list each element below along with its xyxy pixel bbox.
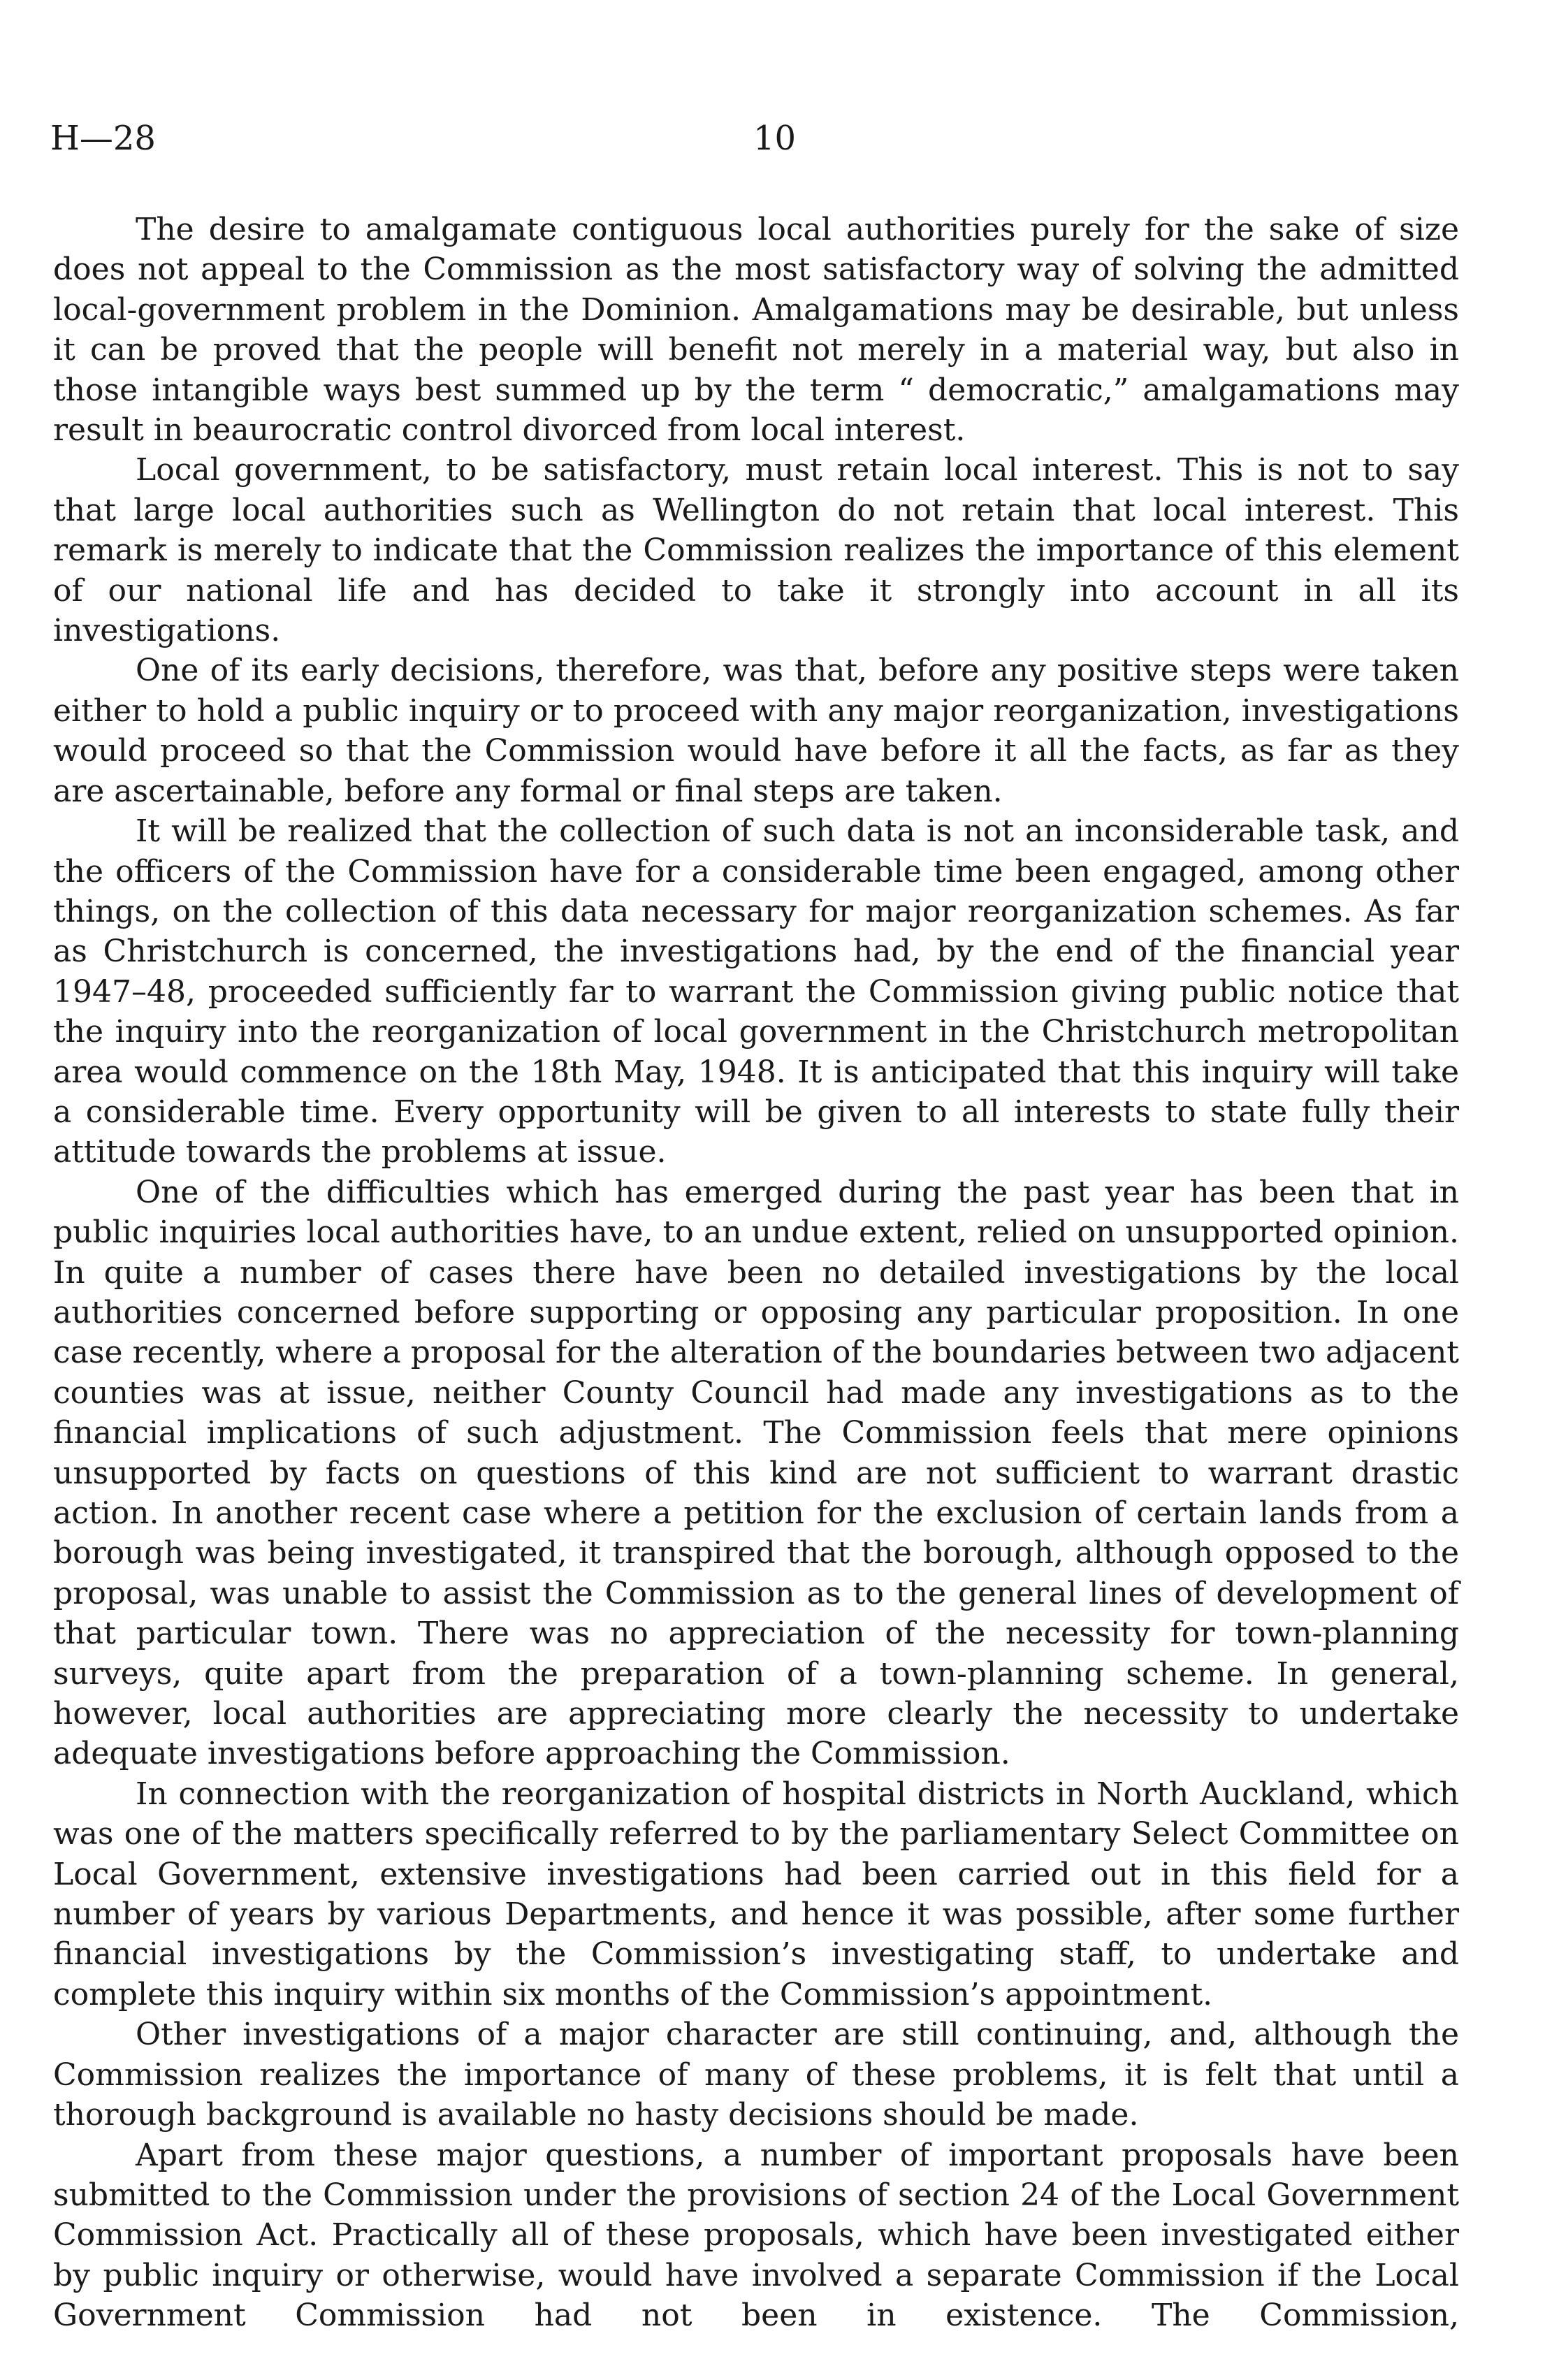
paragraph: Local government, to be satisfactory, must retain local interest. This is not to say that large local authorities such as Wellington do not retain that local interest. This remark is merely to indicate that the Commission realizes the importance of this element of our national life and has decided to take it strongly into account in all its investigations.: [53, 452, 1459, 649]
paragraph: It will be realized that the collection of such data is not an inconsiderable task, and the officers of the Commission have for a considerable time been engaged, among other things, on the collection of this data necessary for major reorganization schemes. As far as Christchurch is concerned, the investigations had, by the end of the financial year 1947–48, proceeded sufficiently far to warrant the Commission giving public notice that the inquiry into the reorganization of local government in the Christchurch metropolitan area would commence on the 18th May, 1948. It is anticipated that this inquiry will take a considerable time. Every opportunity will be given to all interests to state fully their attitude towards the problems at issue.: [53, 813, 1459, 1170]
paragraph: One of its early decisions, therefore, was that, before any positive steps were taken either to hold a public inquiry or to proceed with any major reorganization, investigations would proceed so that the Commission would have before it all the facts, as far as they are ascertainable, before any formal or final steps are taken.: [53, 653, 1459, 809]
paragraph: One of the difficulties which has emerged during the past year has been that in public inquiries local authorities have, to an undue extent, relied on unsupported opinion. In quite a number of cases there have been no detailed investigations by the local authorities concerned before supporting or opposing any particular proposition. In one case recently, where a proposal for the alteration of the boundaries between two adjacent counties was at issue, neither County Council had made any investigations as to the financial implications of such adjustment. The Commission feels that mere opinions unsupported by facts on questions of this kind are not sufficient to warrant drastic action. In another recent case where a petition for the exclusion of certain lands from a borough was being investigated, it transpired that the borough, although opposed to the proposal, was unable to assist the Commission as to the general lines of development of that particular town. There was no appreciation of the necessity for town-planning surveys, quite apart from the preparation of a town-planning scheme. In general, however, local authorities are appreciating more clearly the necessity to undertake adequate investigations before approaching the Commission.: [53, 1174, 1459, 1772]
paragraph: Other investigations of a major character are still continuing, and, although the Commission realizes the importance of many of these problems, it is felt that until a thorough background is available no hasty decisions should be made.: [53, 2017, 1459, 2133]
paragraph: Apart from these major questions, a number of important proposals have been submitted to the Commission under the provisions of section 24 of the Local Government Commission Act. Practically all of these proposals, which have been investigated either by public inquiry or otherwise, would have involved a separate Commission if the Local Government Commission had not been in existence. The Commission,: [53, 2137, 1459, 2334]
paragraph: In connection with the reorganization of hospital districts in North Auckland, which was one of the matters specifically referred to by the parliamentary Select Committee on Local Government, extensive investigations had been carried out in this field for a number of years by various Departments, and hence it was possible, after some further financial investigations by the Commission’s investigating staff, to undertake and complete this inquiry within six months of the Commission’s appointment.: [53, 1776, 1459, 2012]
page-number: 10: [753, 119, 797, 158]
document-reference: H—28: [50, 119, 156, 158]
paragraph: The desire to amalgamate contiguous local authorities purely for the sake of size does not appeal to the Commission as the most satisfactory way of solving the admitted local-government problem in the Dominion. Amalgamations may be desirable, but unless it can be proved that the people will benefit not merely in a material way, but also in those intangible ways best summed up by the term “ democratic,” amalgamations may result in beaurocratic control divorced from local interest.: [53, 212, 1459, 449]
body-text: [53, 210, 1459, 2336]
